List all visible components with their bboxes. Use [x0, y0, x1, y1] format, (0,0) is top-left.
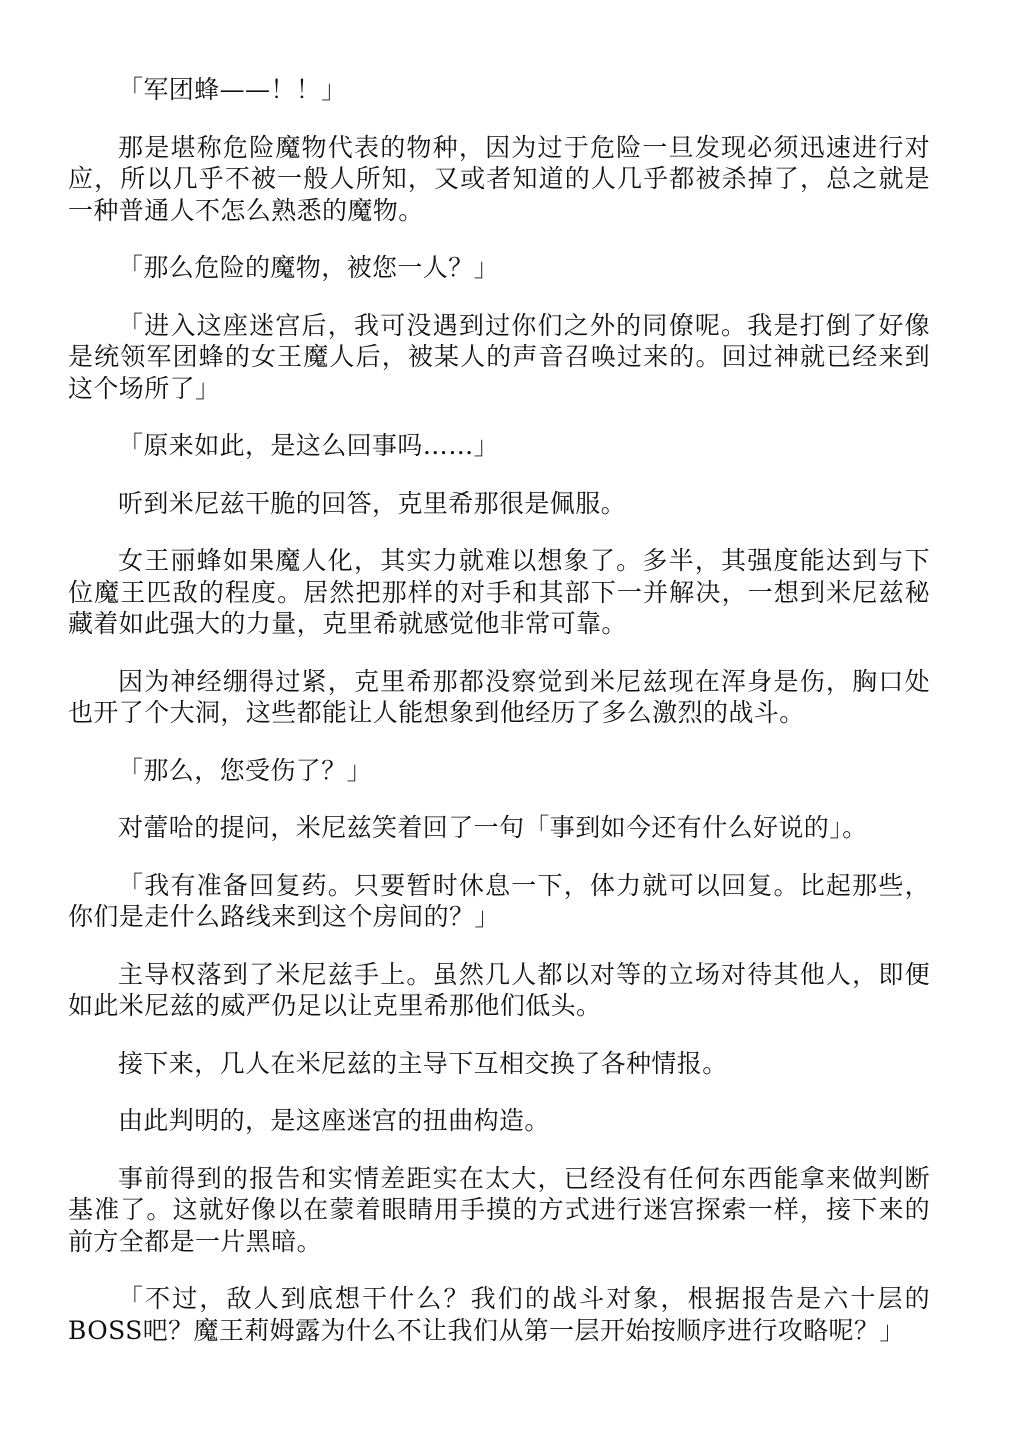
document-page	[68, 74, 930, 1372]
paragraph: 「不过，敌人到底想干什么？我们的战斗对象，根据报告是六十层的BOSS吧？魔王莉姆露为什么不让我们从第一层开始按顺序进行攻略呢？」	[68, 1284, 930, 1345]
paragraph: 主导权落到了米尼兹手上。虽然几人都以对等的立场对待其他人，即便如此米尼兹的威严仍足以让克里希那他们低头。	[68, 959, 930, 1020]
paragraph: 「那么危险的魔物，被您一人？」	[118, 253, 500, 282]
paragraph: 「我有准备回复药。只要暂时休息一下，体力就可以回复。比起那些，你们是走什么路线来到这个房间的？」	[68, 870, 930, 931]
paragraph: 「进入这座迷宫后，我可没遇到过你们之外的同僚呢。我是打倒了好像是统领军团蜂的女王魔人后，被某人的声音召唤过来的。回过神就已经来到这个场所了」	[68, 310, 930, 403]
paragraph: 「原来如此，是这么回事吗……」	[118, 431, 500, 460]
paragraph: 女王丽蜂如果魔人化，其实力就难以想象了。多半，其强度能达到与下位魔王匹敌的程度。居然把那样的对手和其部下一并解决，一想到米尼兹秘藏着如此强大的力量，克里希就感觉他非常可靠。	[68, 546, 930, 638]
paragraph: 因为神经绷得过紧，克里希那都没察觉到米尼兹现在浑身是伤，胸口处也开了个大洞，这些都能让人能想象到他经历了多么激烈的战斗。	[68, 666, 930, 727]
paragraph: 「军团蜂——！！」	[118, 75, 347, 104]
paragraph: 接下来，几人在米尼兹的主导下互相交换了各种情报。	[118, 1048, 728, 1078]
paragraph: 事前得到的报告和实情差距实在太大，已经没有任何东西能拿来做判断基准了。这就好像以在蒙着眼睛用手摸的方式进行迷宫探索一样，接下来的前方全都是一片黑暗。	[68, 1163, 930, 1256]
paragraph: 听到米尼兹干脆的回答，克里希那很是佩服。	[118, 488, 627, 518]
paragraph: 那是堪称危险魔物代表的物种，因为过于危险一旦发现必须迅速进行对应，所以几乎不被一般人所知，又或者知道的人几乎都被杀掉了，总之就是一种普通人不怎么熟悉的魔物。	[68, 132, 930, 225]
paragraph: 对蕾哈的提问，米尼兹笑着回了一句「事到如今还有什么好说的」。	[118, 813, 868, 842]
paragraph: 「那么，您受伤了？」	[118, 755, 373, 785]
paragraph: 由此判明的，是这座迷宫的扭曲构造。	[118, 1106, 550, 1135]
